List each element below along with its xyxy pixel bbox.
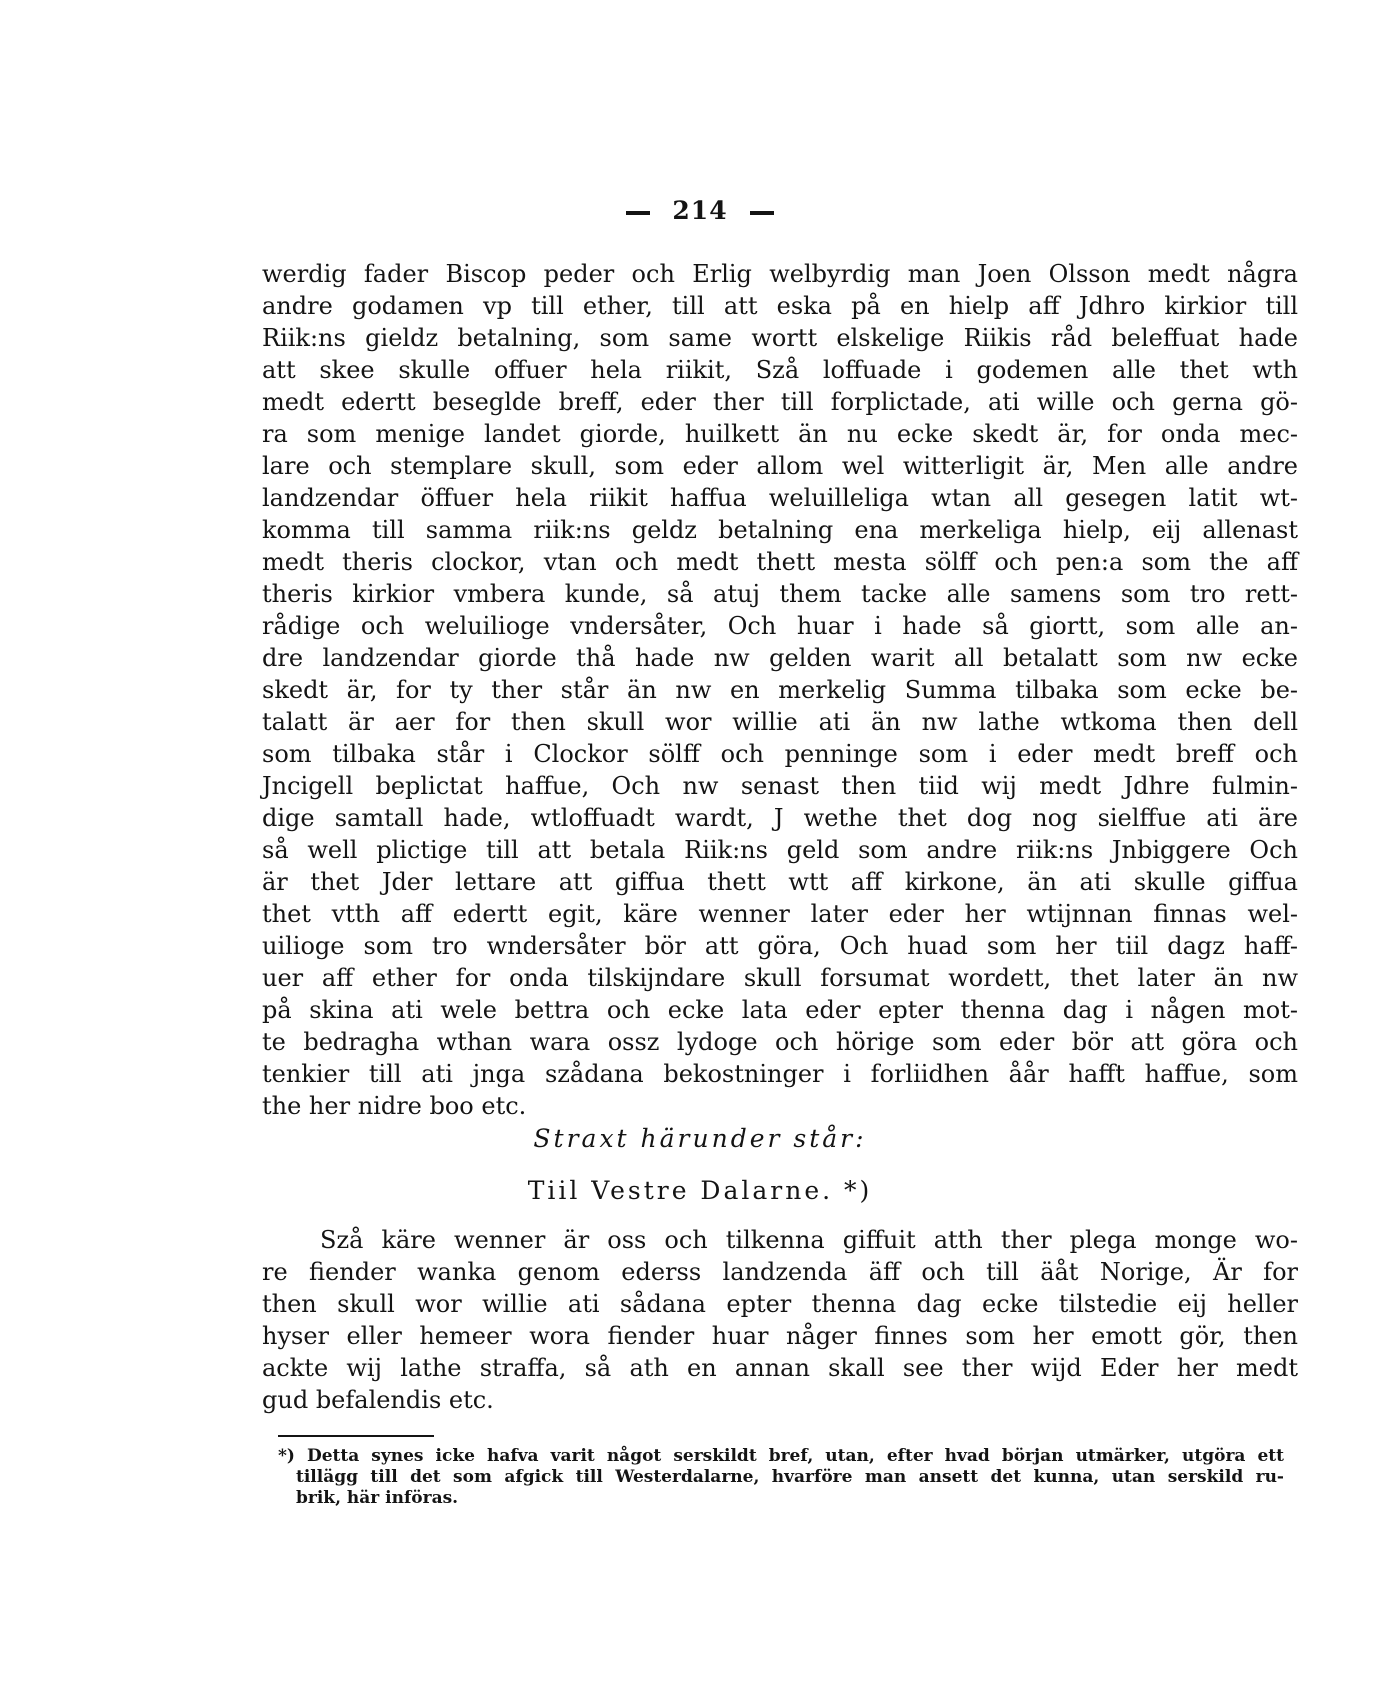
text-line: är thet Jder lettare att giffua thett wtt aff kirkone, än ati skulle giffua [262,868,1298,896]
text-line: skedt är, for ty ther står än nw en merkelig Summa tilbaka som ecke be- [262,676,1298,704]
footnote-line: tillägg till det som afgick till Westerdalarne, hvarföre man ansett det kunna, utan serskild ru- [296,1467,1284,1487]
text-line: thet vtth aff edertt egit, käre wenner later eder her wtijnnan finnas wel- [262,900,1298,928]
text-line: som tilbaka står i Clockor sölff och penninge som i eder medt breff och [262,740,1298,768]
subheading-tiil-vestre-dalarne: Tiil Vestre Dalarne. *) [527,1176,873,1205]
page-header [0,196,1400,225]
text-line: ackte wij lathe straffa, så ath en annan skall see ther wijd Eder her medt [262,1354,1298,1382]
footnote-divider [278,1435,434,1437]
text-line: then skull wor willie ati sådana epter thenna dag ecke tilstedie eij heller [262,1290,1298,1318]
text-line: hyser eller hemeer wora fiender huar någer finnes som her emott gör, then [262,1322,1298,1350]
header-dash-left [626,211,650,215]
text-line: gud befalendis etc. [262,1386,494,1414]
text-line: andre godamen vp till ether, till att eska på en hielp aff Jdhro kirkior till [262,292,1298,320]
subheading-straxt: Straxt härunder står: [533,1124,867,1153]
footnote [278,1446,1284,1509]
text-line: att skee skulle offuer hela riikit, Szå loffuade i godemen alle thet wth [262,356,1298,384]
main-letter-text [262,258,1298,1122]
text-line: komma till samma riik:ns geldz betalning ena merkeliga hielp, eij allenast [262,516,1298,544]
text-line: landzendar öffuer hela riikit haffua weluilleliga wtan all gesegen latit wt- [262,484,1298,512]
text-line: talatt är aer for then skull wor willie ati än nw lathe wtkoma then dell [262,708,1298,736]
text-line: werdig fader Biscop peder och Erlig welbyrdig man Joen Olsson medt några [262,260,1298,288]
text-line: Riik:ns gieldz betalning, som same wortt elskelige Riikis råd beleffuat hade [262,324,1298,352]
text-line: the her nidre boo etc. [262,1092,527,1120]
text-line: medt theris clockor, vtan och medt thett mesta sölff och pen:a som the aff [262,548,1298,576]
header-dash-right [750,211,774,215]
text-line: re fiender wanka genom ederss landzenda äff och till äåt Norige, Är for [262,1258,1298,1286]
text-line: theris kirkior vmbera kunde, så atuj them tacke alle samens som tro rett- [262,580,1298,608]
text-line: så well plictige till att betala Riik:ns geld som andre riik:ns Jnbiggere Och [262,836,1298,864]
text-line: te bedragha wthan wara ossz lydoge och hörige som eder bör att göra och [262,1028,1298,1056]
text-line: tenkier till ati jnga szådana bekostninger i forliidhen åår hafft haffue, som [262,1060,1298,1088]
text-line: Jncigell beplictat haffue, Och nw senast then tiid wij medt Jdhre fulmin- [262,772,1298,800]
footnote-line: *) Detta synes icke hafva varit något serskildt bref, utan, efter hvad början utmärker, utgöra ett [278,1446,1284,1466]
text-line: på skina ati wele bettra och ecke lata eder epter thenna dag i någen mot- [262,996,1298,1024]
text-line: Szå käre wenner är oss och tilkenna giffuit atth ther plega monge wo- [320,1226,1298,1254]
footnote-line: brik, här införas. [296,1488,459,1508]
text-line: lare och stemplare skull, som eder allom wel witterligit är, Men alle andre [262,452,1298,480]
text-line: medt edertt beseglde breff, eder ther till forplictade, ati wille och gerna gö- [262,388,1298,416]
text-line: dige samtall hade, wtloffuadt wardt, J wethe thet dog nog sielffue ati äre [262,804,1298,832]
page-number: 214 [672,196,728,225]
text-line: ra som menige landet giorde, huilkett än nu ecke skedt är, for onda mec- [262,420,1298,448]
text-line: uilioge som tro wndersåter bör att göra, Och huad som her tiil dagz haff- [262,932,1298,960]
text-line: rådige och weluilioge vndersåter, Och huar i hade så giortt, som alle an- [262,612,1298,640]
text-line: dre landzendar giorde thå hade nw gelden warit all betalatt som nw ecke [262,644,1298,672]
vestre-letter-text [262,1224,1298,1416]
text-line: uer aff ether for onda tilskijndare skull forsumat wordett, thet later än nw [262,964,1298,992]
